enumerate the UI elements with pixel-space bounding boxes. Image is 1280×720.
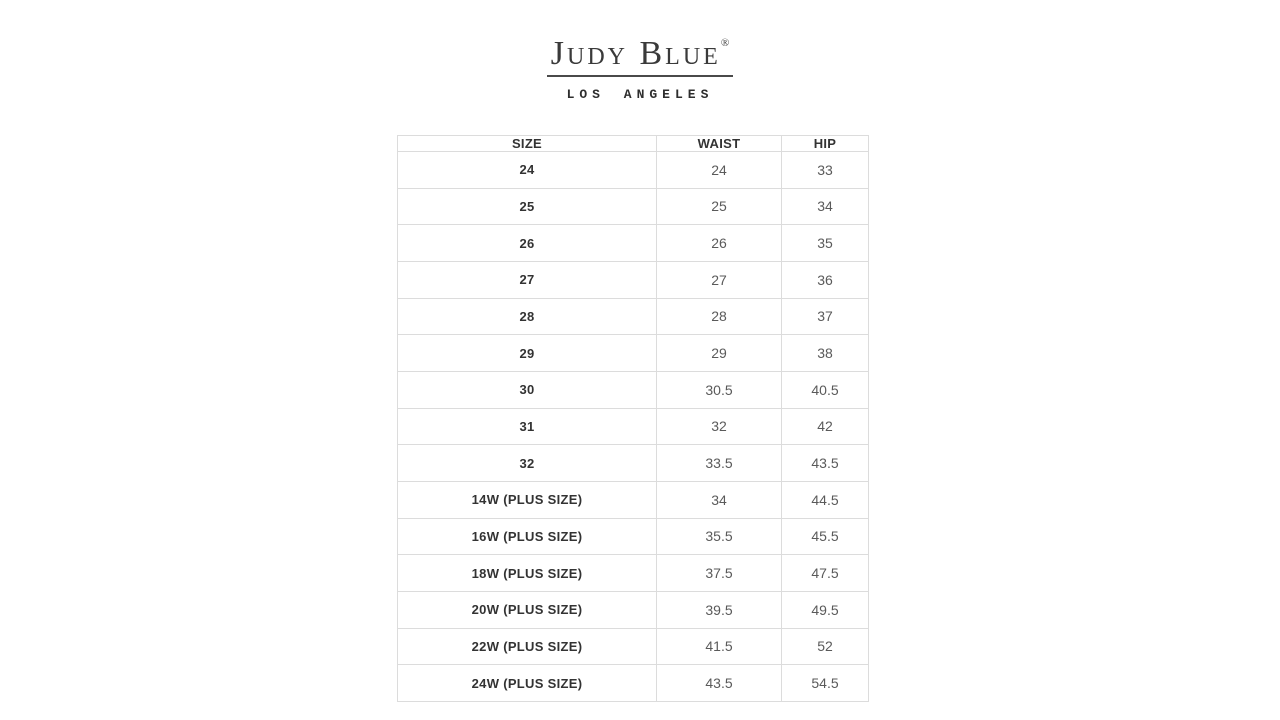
waist-cell: 25 <box>657 188 782 225</box>
hip-cell: 34 <box>782 188 869 225</box>
hip-cell: 54.5 <box>782 665 869 702</box>
waist-cell: 26 <box>657 225 782 262</box>
table-row <box>398 628 869 665</box>
size-cell: 27 <box>398 261 657 298</box>
hip-cell: 37 <box>782 298 869 335</box>
waist-cell: 28 <box>657 298 782 335</box>
header-row <box>398 136 869 152</box>
brand-name-text: Judy Blue <box>550 35 721 72</box>
table-header <box>398 136 869 152</box>
table-row <box>398 555 869 592</box>
table-row <box>398 665 869 702</box>
waist-cell: 37.5 <box>657 555 782 592</box>
size-cell: 20W (PLUS SIZE) <box>398 591 657 628</box>
hip-cell: 35 <box>782 225 869 262</box>
brand-name <box>551 26 729 71</box>
size-cell: 14W (PLUS SIZE) <box>398 481 657 518</box>
size-cell: 22W (PLUS SIZE) <box>398 628 657 665</box>
table-row <box>398 445 869 482</box>
hip-cell: 33 <box>782 152 869 189</box>
column-header-hip: HIP <box>782 136 869 152</box>
registered-trademark: ® <box>720 37 730 49</box>
waist-cell: 39.5 <box>657 591 782 628</box>
hip-cell: 49.5 <box>782 591 869 628</box>
waist-cell: 30.5 <box>657 371 782 408</box>
hip-cell: 42 <box>782 408 869 445</box>
brand-location: LOS ANGELES <box>566 87 714 102</box>
table-row <box>398 518 869 555</box>
table-row <box>398 481 869 518</box>
table-row <box>398 591 869 628</box>
hip-cell: 44.5 <box>782 481 869 518</box>
table-row <box>398 152 869 189</box>
size-cell: 31 <box>398 408 657 445</box>
hip-cell: 40.5 <box>782 371 869 408</box>
table-row <box>398 298 869 335</box>
size-chart-table <box>397 135 869 702</box>
size-cell: 32 <box>398 445 657 482</box>
brand-logo <box>0 26 1280 102</box>
waist-cell: 41.5 <box>657 628 782 665</box>
table-row <box>398 408 869 445</box>
waist-cell: 32 <box>657 408 782 445</box>
table-row <box>398 188 869 225</box>
column-header-size: SIZE <box>398 136 657 152</box>
waist-cell: 34 <box>657 481 782 518</box>
waist-cell: 24 <box>657 152 782 189</box>
size-cell: 26 <box>398 225 657 262</box>
hip-cell: 38 <box>782 335 869 372</box>
table-row <box>398 225 869 262</box>
size-cell: 24 <box>398 152 657 189</box>
table-body <box>398 152 869 702</box>
size-cell: 25 <box>398 188 657 225</box>
hip-cell: 43.5 <box>782 445 869 482</box>
waist-cell: 29 <box>657 335 782 372</box>
table-row <box>398 371 869 408</box>
table-row <box>398 261 869 298</box>
waist-cell: 27 <box>657 261 782 298</box>
waist-cell: 33.5 <box>657 445 782 482</box>
table-row <box>398 335 869 372</box>
waist-cell: 43.5 <box>657 665 782 702</box>
column-header-waist: WAIST <box>657 136 782 152</box>
hip-cell: 52 <box>782 628 869 665</box>
hip-cell: 45.5 <box>782 518 869 555</box>
size-cell: 18W (PLUS SIZE) <box>398 555 657 592</box>
size-cell: 30 <box>398 371 657 408</box>
logo-divider <box>547 75 733 77</box>
size-cell: 28 <box>398 298 657 335</box>
size-cell: 29 <box>398 335 657 372</box>
hip-cell: 47.5 <box>782 555 869 592</box>
size-cell: 16W (PLUS SIZE) <box>398 518 657 555</box>
hip-cell: 36 <box>782 261 869 298</box>
size-cell: 24W (PLUS SIZE) <box>398 665 657 702</box>
waist-cell: 35.5 <box>657 518 782 555</box>
